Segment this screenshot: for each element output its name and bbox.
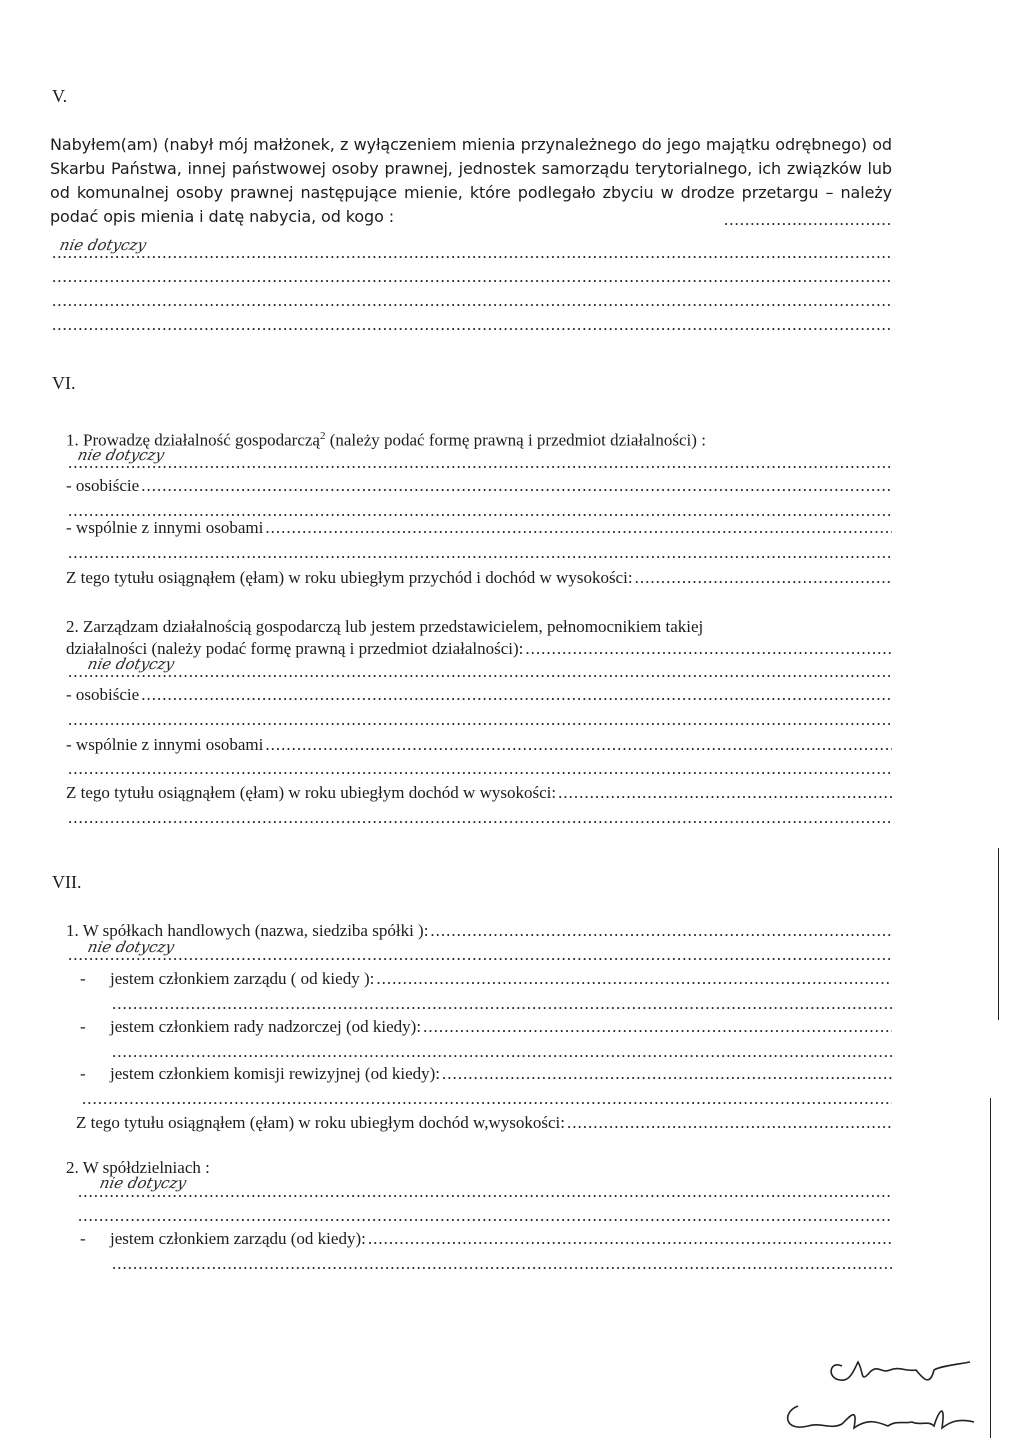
dotted-line: [110, 1041, 892, 1063]
dotted-line: [66, 807, 892, 829]
section-vi-item2-jointly-line: [66, 734, 892, 756]
dotted-line: [110, 993, 892, 1015]
dotted-line: [110, 1253, 892, 1275]
signature-upper: [820, 1350, 990, 1395]
dotted-line: [66, 542, 892, 564]
personal-label: - osobiście: [66, 685, 140, 704]
section-vii-board-line: - jestem członkiem zarządu ( od kiedy ): .....: [80, 968, 892, 990]
dotted-line: [50, 266, 892, 288]
scan-edge-line: [998, 848, 999, 1020]
personal-label: - osobiście: [66, 476, 140, 495]
section-vi-item2-personal-line: [66, 684, 892, 706]
section-vi-personal-line: [66, 475, 892, 497]
audit-label: jestem członkiem komisji rewizyjnej (od kiedy):: [110, 1064, 440, 1083]
section-vii-income-line: Z tego tytułu osiągnąłem (ęłam) w roku ubiegłym dochód w,wysokości: .....: [76, 1112, 892, 1134]
section-vii-item2-line: 2. W spółdzielniach :: [66, 1158, 210, 1177]
signature-lower: [778, 1392, 990, 1440]
section-v-paragraph: Nabyłem(am) (nabył mój małżonek, z wyłączeniem mienia przynależnego do jego majątku odrębnego) od Skarbu Państwa, innej państwowej osoby prawnej, jednostek samorządu terytorialnego, ich związków lub od komunalnej osoby prawnej następujące mienie, które podlegało zbyciu w drodze przetargu – należy podać opis mienia i datę nabycia, od kogo :: [50, 135, 892, 226]
supervisory-label: jestem członkiem rady nadzorczej (od kiedy):: [110, 1017, 422, 1036]
section-vii-item1-line: 1. W spółkach handlowych (nazwa, siedziba spółki ): .....: [66, 920, 892, 942]
section-vii-audit-line: - jestem członkiem komisji rewizyjnej (od kiedy): .....: [80, 1063, 892, 1085]
footnote-marker: 2: [319, 430, 326, 442]
board-label: jestem członkiem zarządu ( od kiedy ):: [110, 969, 375, 988]
dotted-line: [50, 290, 892, 312]
section-v-handwritten-answer: nie dotyczy: [58, 236, 148, 254]
section-v-answer-line: [50, 242, 892, 264]
income2-label: Z tego tytułu osiągnąłem (ęłam) w roku ubiegłym dochód w wysokości:: [66, 783, 557, 802]
section-vii-board2-line: - jestem członkiem zarządu (od kiedy): .....: [80, 1228, 892, 1250]
section-vi-jointly-line: [66, 517, 892, 539]
dotted-line: [80, 1088, 892, 1110]
section-vi-item1-handwritten-answer: nie dotyczy: [76, 446, 166, 464]
section-vi-item1-answer-line: [66, 452, 892, 474]
section-vi-heading: VI.: [52, 373, 76, 393]
jointly-label: - wspólnie z innymi osobami: [66, 518, 264, 537]
section-vi-item2-line1: 2. Zarządzam działalnością gospodarczą lub jestem przedstawicielem, pełnomocnikiem takiej: [66, 617, 704, 636]
section-vi-item2-handwritten-answer: nie dotyczy: [86, 655, 176, 673]
section-vii-item2-answer-line: [76, 1181, 892, 1203]
section-vii-item2-handwritten-answer: nie dotyczy: [98, 1174, 188, 1192]
dotted-line: [76, 1205, 892, 1227]
scan-edge-line: [990, 1098, 991, 1438]
section-vii-supervisory-line: - jestem członkiem rady nadzorczej (od kiedy): .....: [80, 1016, 892, 1038]
section-vii-heading: VII.: [52, 872, 82, 892]
section-v-heading: V.: [52, 86, 68, 106]
section-vii-item1-handwritten-answer: nie dotyczy: [86, 938, 176, 956]
income1-label: Z tego tytułu osiągnąłem (ęłam) w roku ubiegłym przychód i dochód w wysokości:: [66, 568, 633, 587]
section-vii-item1-answer-line: [66, 944, 892, 966]
board2-label: jestem członkiem zarządu (od kiedy):: [110, 1229, 366, 1248]
section-vi-item1-label: 1. Prowadzę działalność gospodarczą: [66, 430, 320, 450]
dotted-line: [50, 314, 892, 336]
dotted-line: [66, 709, 892, 731]
section-vi-item2-answer-line: [66, 661, 892, 683]
section-v-dotted-line-end: [722, 209, 892, 231]
jointly-label: - wspólnie z innymi osobami: [66, 735, 264, 754]
section-vi-item1: [66, 425, 892, 450]
section-vi-income1-line: [66, 567, 892, 589]
section-vi-item1-rest: (należy podać formę prawną i przedmiot działalności) :: [325, 430, 706, 450]
dotted-line: [66, 758, 892, 780]
section-vi-item2-line2: działalności (należy podać formę prawną i przedmiot działalności): .....: [66, 638, 892, 660]
section-vi-income2-line: [66, 782, 892, 804]
